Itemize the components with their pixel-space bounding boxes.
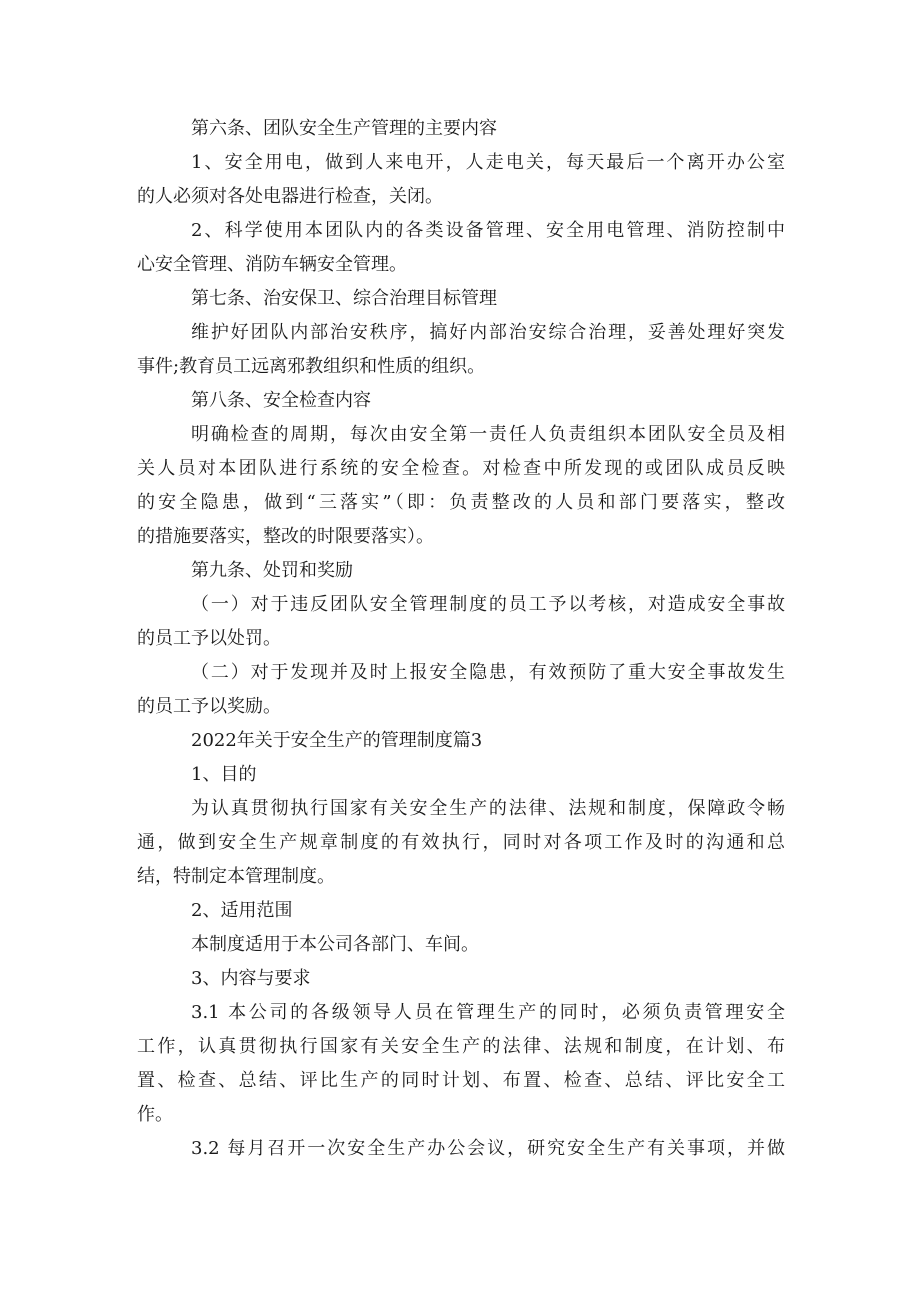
paragraph-line: 置、检查、总结、评比生产的同时计划、布置、检查、总结、评比安全工 xyxy=(137,1070,785,1091)
paragraph-line: 的措施要落实，整改的时限要落实）。 xyxy=(137,526,434,547)
paragraph-line: 工作，认真贯彻执行国家有关安全生产的法律、法规和制度，在计划、布 xyxy=(137,1036,785,1057)
section-heading-scope: 2、适用范围 xyxy=(191,900,293,921)
paragraph-line: 事件;教育员工远离邪教组织和性质的组织。 xyxy=(137,356,486,377)
section-heading-article-6: 第六条、团队安全生产管理的主要内容 xyxy=(191,118,497,139)
paragraph-line: 关人员对本团队进行系统的安全检查。对检查中所发现的或团队成员反映 xyxy=(137,458,785,479)
section-heading-purpose: 1、目的 xyxy=(191,764,257,785)
paragraph-line: 心安全管理、消防车辆安全管理。 xyxy=(137,254,407,275)
paragraph-line: 的员工予以处罚。 xyxy=(137,628,281,649)
paragraph-line: 维护好团队内部治安秩序，搞好内部治安综合治理，妥善处理好突发 xyxy=(191,322,785,343)
paragraph-line: （一）对于违反团队安全管理制度的员工予以考核，对造成安全事故 xyxy=(191,594,785,615)
paragraph-line: 1、安全用电，做到人来电开，人走电关，每天最后一个离开办公室 xyxy=(191,152,785,173)
paragraph-line: 明确检查的周期，每次由安全第一责任人负责组织本团队安全员及相 xyxy=(191,424,785,445)
paragraph-line: （二）对于发现并及时上报安全隐患，有效预防了重大安全事故发生 xyxy=(191,662,785,683)
paragraph-line: 通，做到安全生产规章制度的有效执行，同时对各项工作及时的沟通和总 xyxy=(137,832,785,853)
paragraph-line: 3.2 每月召开一次安全生产办公会议，研究安全生产有关事项，并做 xyxy=(191,1138,785,1159)
section-heading-requirements: 3、内容与要求 xyxy=(191,968,311,989)
section-heading-article-8: 第八条、安全检查内容 xyxy=(191,390,371,411)
paragraph-line: 本制度适用于本公司各部门、车间。 xyxy=(191,934,479,955)
section-heading-article-9: 第九条、处罚和奖励 xyxy=(191,560,353,581)
paragraph-line: 的人必须对各处电器进行检查，关闭。 xyxy=(137,186,443,207)
document-body xyxy=(137,112,785,1166)
paragraph-line: 的员工予以奖励。 xyxy=(137,696,281,717)
paragraph-line: 2、科学使用本团队内的各类设备管理、安全用电管理、消防控制中 xyxy=(191,220,785,241)
paragraph-line: 作。 xyxy=(137,1104,173,1125)
paragraph-line: 结，特制定本管理制度。 xyxy=(137,866,335,887)
section-heading-article-7: 第七条、治安保卫、综合治理目标管理 xyxy=(191,288,497,309)
chapter-title: 2022年关于安全生产的管理制度篇3 xyxy=(191,730,483,751)
paragraph-line: 的安全隐患，做到“三落实”（即：负责整改的人员和部门要落实，整改 xyxy=(137,492,785,513)
paragraph-line: 为认真贯彻执行国家有关安全生产的法律、法规和制度，保障政令畅 xyxy=(191,798,785,819)
paragraph-line: 3.1 本公司的各级领导人员在管理生产的同时，必须负责管理安全 xyxy=(191,1002,785,1023)
